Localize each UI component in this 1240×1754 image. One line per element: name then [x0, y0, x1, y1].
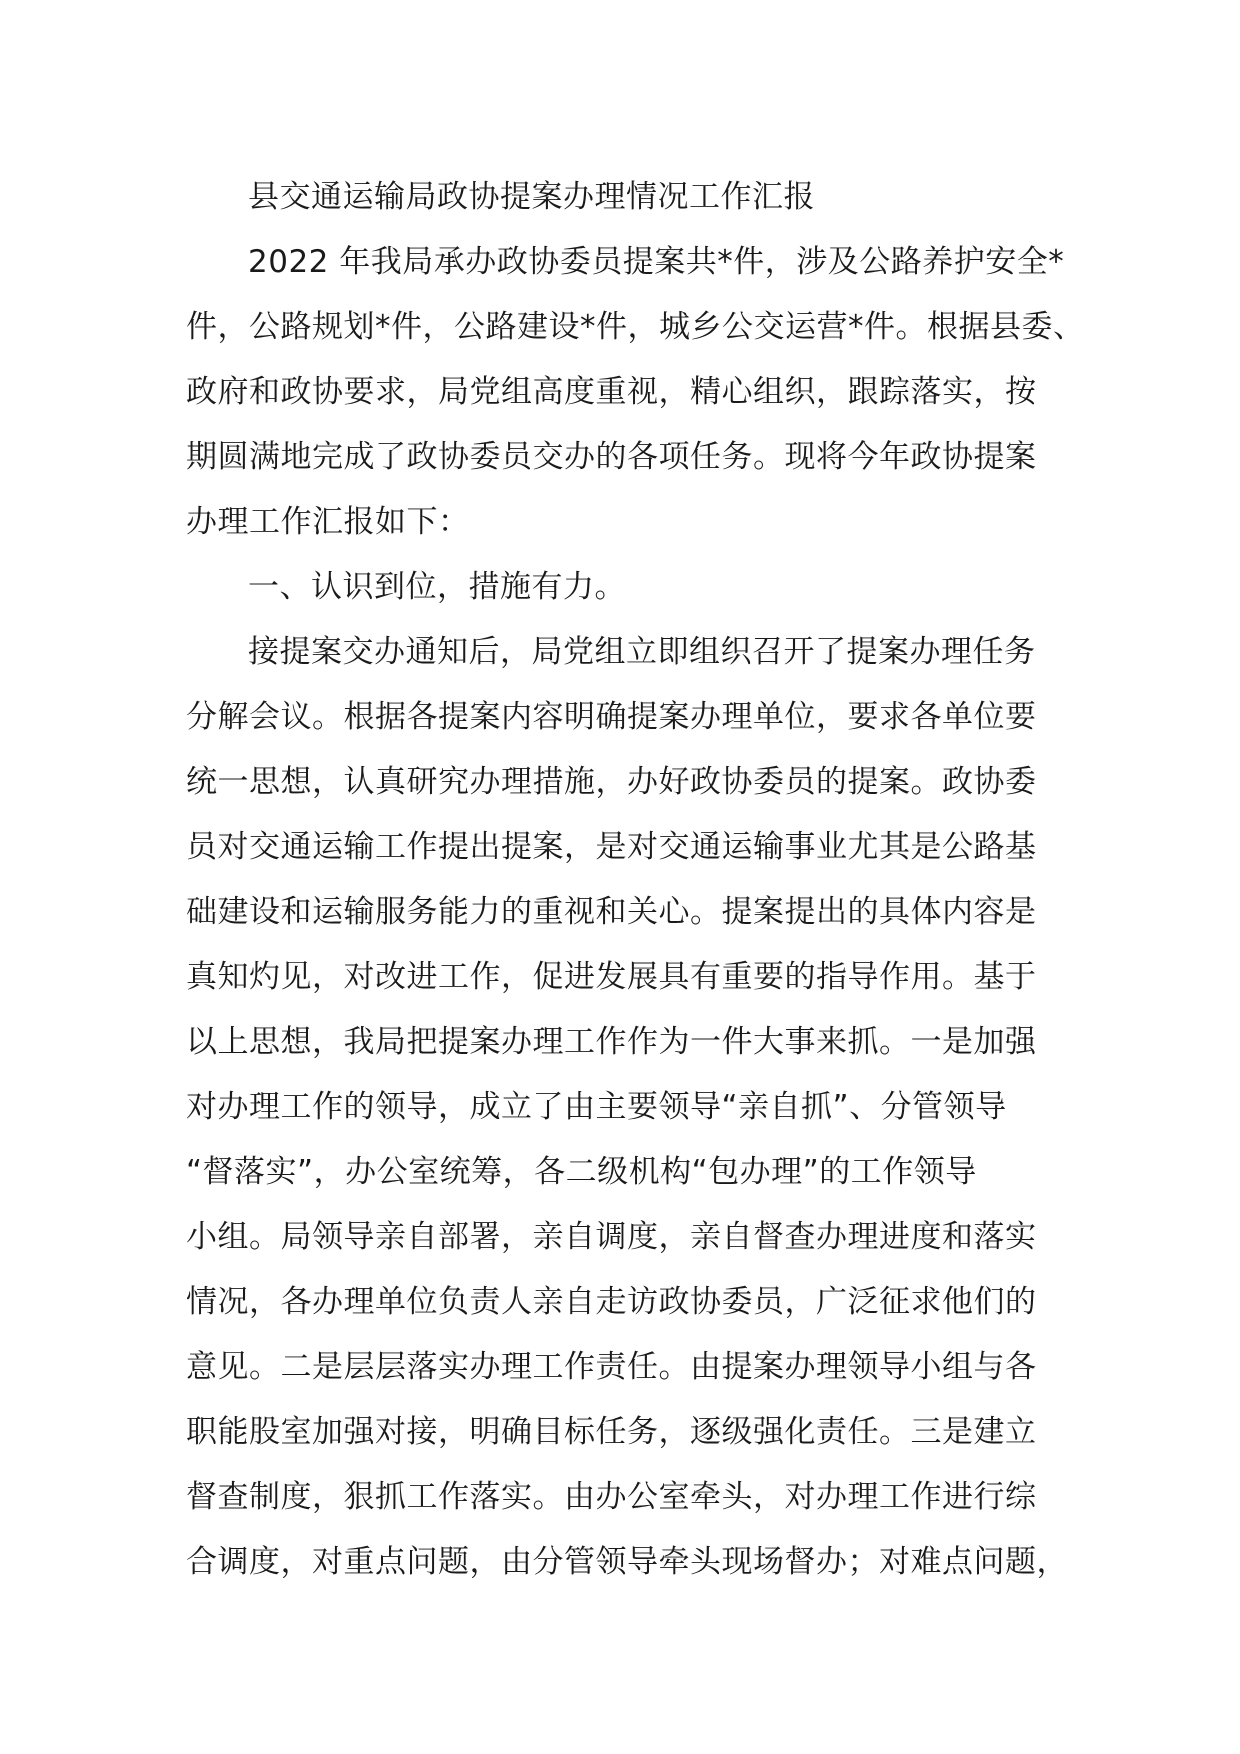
paragraph-line: 以上思想，我局把提案办理工作作为一件大事来抓。一是加强: [186, 1024, 1037, 1060]
paragraph-line: 职能股室加强对接，明确目标任务，逐级强化责任。三是建立: [186, 1414, 1037, 1450]
paragraph-line: 督查制度，狠抓工作落实。由办公室牵头，对办理工作进行综: [186, 1479, 1037, 1515]
paragraph-line: 件，公路规划*件，公路建设*件，城乡公交运营*件。根据县委、: [186, 309, 1085, 345]
paragraph-line: 2022 年我局承办政协委员提案共*件，涉及公路养护安全*: [248, 244, 1065, 280]
paragraph-line: 对办理工作的领导，成立了由主要领导“亲自抓”、分管领导: [186, 1089, 1007, 1125]
paragraph-line: 政府和政协要求，局党组高度重视，精心组织，跟踪落实，按: [186, 374, 1037, 410]
paragraph-line: 意见。二是层层落实办理工作责任。由提案办理领导小组与各: [186, 1349, 1037, 1385]
paragraph-line: 真知灼见，对改进工作，促进发展具有重要的指导作用。基于: [186, 959, 1037, 995]
section-heading: 一、认识到位，措施有力。: [248, 569, 626, 605]
paragraph-line: “督落实”，办公室统筹，各二级机构“包办理”的工作领导: [186, 1154, 977, 1190]
paragraph-line: 期圆满地完成了政协委员交办的各项任务。现将今年政协提案: [186, 439, 1037, 475]
paragraph-line: 小组。局领导亲自部署，亲自调度，亲自督查办理进度和落实: [186, 1219, 1037, 1255]
document-body: [186, 165, 1085, 1595]
paragraph-line: 情况，各办理单位负责人亲自走访政协委员，广泛征求他们的: [186, 1284, 1037, 1320]
paragraph-line: 分解会议。根据各提案内容明确提案办理单位，要求各单位要: [186, 699, 1037, 735]
paragraph-line: 合调度，对重点问题，由分管领导牵头现场督办；对难点问题，: [186, 1544, 1068, 1580]
paragraph-line: 础建设和运输服务能力的重视和关心。提案提出的具体内容是: [186, 894, 1037, 930]
paragraph-line: 办理工作汇报如下：: [186, 504, 470, 540]
paragraph-line: 统一思想，认真研究办理措施，办好政协委员的提案。政协委: [186, 764, 1037, 800]
paragraph-line: 员对交通运输工作提出提案，是对交通运输事业尤其是公路基: [186, 829, 1037, 865]
document-title: 县交通运输局政协提案办理情况工作汇报: [248, 179, 815, 215]
paragraph-line: 接提案交办通知后，局党组立即组织召开了提案办理任务: [248, 634, 1036, 670]
